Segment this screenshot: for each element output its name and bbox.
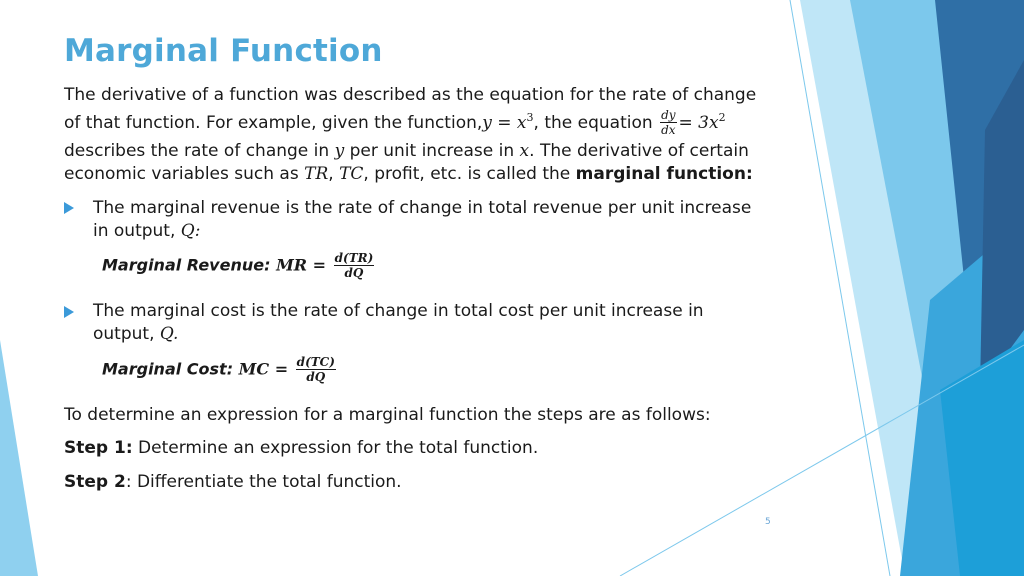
fraction-numerator: dy: [661, 108, 676, 122]
bullet-1-line-1: The marginal revenue is the rate of change in total revenue per unit increase: [93, 198, 752, 218]
fraction-numerator: d(TC): [296, 355, 335, 369]
fraction-denominator: dQ: [306, 370, 326, 384]
variable-tc: TC: [339, 164, 364, 184]
bullet-2-line-1: The marginal cost is the rate of change in total cost per unit increase in: [93, 301, 704, 321]
fraction-numerator: d(TR): [334, 251, 374, 265]
intro-text: , the equation: [533, 113, 653, 133]
intro-text: per unit increase in: [349, 141, 515, 161]
formula-fraction: [296, 356, 336, 384]
variable-tr: TR: [304, 164, 329, 184]
intro-text: economic variables such as: [64, 164, 299, 184]
formula-lhs: MR =: [276, 255, 327, 275]
variable-y: y: [334, 141, 345, 161]
step-text: Determine an expression for the total function.: [138, 438, 539, 458]
steps-intro: To determine an expression for a marginal function the steps are as follows:: [64, 405, 711, 425]
variable-x: x: [519, 141, 530, 161]
fraction-denominator: dQ: [344, 266, 364, 280]
step-text: : Differentiate the total function.: [125, 472, 402, 492]
bullet-arrow-icon: [64, 306, 74, 318]
fraction-denominator: dx: [661, 123, 676, 137]
intro-text: of that function. For example, given the function,: [64, 113, 483, 133]
formula-label: Marginal Revenue:: [102, 255, 271, 275]
marginal-revenue-formula: [102, 252, 376, 280]
bullet-text: in output,: [93, 221, 176, 241]
formula-fraction: [334, 252, 375, 280]
step-2: [64, 471, 402, 494]
bullet-1-line-2: [93, 220, 200, 243]
step-1: [64, 437, 538, 460]
exponent: 2: [718, 111, 726, 124]
bullet-arrow-icon: [64, 202, 74, 214]
intro-text: ,: [328, 164, 334, 184]
bullet-text: output,: [93, 324, 155, 344]
bullet-2-line-2: [93, 323, 178, 346]
exponent: 3: [526, 111, 534, 124]
marginal-cost-formula: [102, 356, 338, 384]
left-edge-shape: [0, 340, 38, 576]
variable-q: Q.: [159, 324, 179, 344]
slide-title: Marginal Function: [64, 33, 383, 69]
variable-q: Q:: [180, 221, 201, 241]
intro-line-4: [64, 163, 753, 186]
intro-text: , profit, etc. is called the: [363, 164, 571, 184]
dy-dx-fraction: [660, 109, 676, 137]
marginal-function-term: marginal function:: [575, 164, 753, 184]
formula-lhs: MC =: [238, 359, 289, 379]
step-label: Step 2: [64, 472, 126, 492]
intro-text: describes the rate of change in: [64, 141, 330, 161]
formula-label: Marginal Cost:: [102, 359, 234, 379]
intro-line-3: [64, 140, 749, 163]
cubic-function: y = x: [482, 113, 527, 133]
page-number: 5: [765, 517, 771, 527]
step-label: Step 1:: [64, 438, 133, 458]
intro-line-2: [64, 109, 726, 137]
intro-text: . The derivative of certain: [529, 141, 749, 161]
intro-line-1: The derivative of a function was described as the equation for the rate of change: [64, 85, 757, 105]
derivative-result: = 3x: [678, 113, 719, 133]
